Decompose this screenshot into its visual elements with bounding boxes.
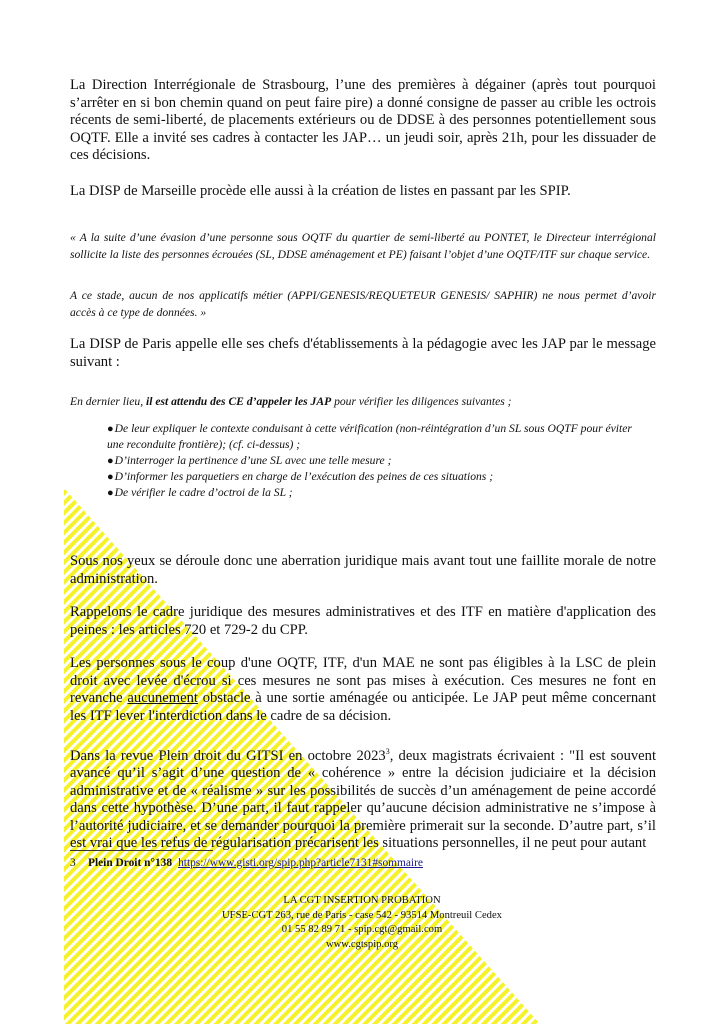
quote-paris-bold: il est attendu des CE d’appeler les JAP	[146, 395, 332, 408]
quote-paris-post: pour vérifier les diligences suivantes ;	[331, 395, 512, 408]
quote-paris-intro	[70, 394, 656, 411]
list-item: ●De leur expliquer le contexte conduisant à cette vérification (non-réintégration d’un SL sous OQTF pour éviter une reconduite frontière); (cf. ci-dessus) ;	[107, 422, 632, 451]
page-footer	[0, 894, 724, 952]
paragraph-marseille: La DISP de Marseille procède elle aussi à la création de listes en passant par les SPIP.	[70, 183, 571, 199]
bullet-dot-icon: ●	[107, 423, 114, 435]
list-item: ●De vérifier le cadre d’octroi de la SL ;	[107, 486, 293, 499]
bullet-dot-icon: ●	[107, 487, 114, 499]
footnote-link[interactable]: https://www.gisti.org/spip.php?article7131#sommaire	[178, 857, 423, 869]
quote-marseille-1: « A la suite d’une évasion d’une personne sous OQTF du quartier de semi-liberté au PONTET, le Directeur interrégional sollicite la liste des personnes écrouées (SL, DDSE aménagement et PE) faisant l’objet d’une OQTF/ITF sur chaque service.	[70, 231, 656, 261]
bullet-dot-icon: ●	[107, 471, 114, 483]
footer-address: UFSE-CGT 263, rue de Paris - case 542 - 93514 Montreuil Cedex	[222, 909, 502, 921]
footnote-title: Plein Droit n°138	[88, 857, 173, 869]
underlined-word: aucunement	[127, 690, 198, 706]
quote-paris-pre: En dernier lieu,	[70, 395, 146, 408]
footer-website: www.cgtspip.org	[325, 938, 399, 950]
bullet-dot-icon: ●	[107, 455, 114, 467]
footnote-number: 3	[70, 857, 76, 869]
footnote-divider	[70, 850, 213, 851]
paragraph-lsc: Les personnes sous le coup d'une OQTF, ITF, d'un MAE ne sont pas éligibles à la LSC de plein droit avec levée d'écrou si ces mesures ne sont pas mises à exécution. Ces mesures ne font en revanche aucunement obstacle à une sortie aménagée ou anticipée. Le JAP peut même concernant les ITF lever l'interdiction dans le cadre de sa décision.	[70, 655, 656, 724]
footnote-ref[interactable]: 3	[385, 747, 390, 756]
paragraph-cadre-juridique: Rappelons le cadre juridique des mesures administratives et des ITF en matière d'application des peines : les articles 720 et 729-2 du CPP.	[70, 604, 656, 638]
footnote	[70, 857, 423, 869]
diligences-list	[107, 421, 647, 501]
paragraph-strasbourg: La Direction Interrégionale de Strasbourg, l’une des premières à dégainer (après tout pourquoi s’arrêter en si bon chemin quand on peut faire pire) a donné consigne de passer au crible les octrois récents de semi-liberté, de placements extérieurs ou de DDSE à des personnes potentiellement sous OQTF. Elle a invité ses cadres à contacter les JAP… un jeudi soir, après 21h, pour les dissuader de ces décisions.	[70, 77, 656, 163]
footer-org-name: LA CGT INSERTION PROBATION	[283, 895, 441, 906]
footer-contact: 01 55 82 89 71 - spip.cgt@gmail.com	[281, 924, 443, 935]
paragraph-aberration: Sous nos yeux se déroule donc une aberration juridique mais avant tout une faillite morale de notre administration.	[70, 553, 656, 587]
paragraph-paris: La DISP de Paris appelle elle ses chefs d'établissements à la pédagogie avec les JAP par le message suivant :	[70, 336, 656, 370]
paragraph-plein-droit: Dans la revue Plein droit du GITSI en octobre 2023$^3$, deux magistrats écrivaient : "Il est souvent avancé qu’il s’agit d’une question de « cohérence » entre la décision judiciaire et la décision administrative et de « réalisme » sur les possibilités de succès d’un aménagement de peine accordé dans cette hypothèse. D’une part, il faut rappeler qu’aucune décision administrative ne s’impose à l’autorité judiciaire, et se demander pourquoi la première primerait sur la seconde. D’autre part, s’il est vrai que les refus de régularisation précarisent les situations personnelles, il ne peut pour autant	[70, 747, 657, 852]
quote-marseille-2: A ce stade, aucun de nos applicatifs métier (APPI/GENESIS/REQUETEUR GENESIS/ SAPHIR) ne nous permet d’avoir accès à ce type de données. »	[70, 289, 656, 319]
list-item: ●D’interroger la pertinence d’une SL avec une telle mesure ;	[107, 454, 392, 467]
list-item: ●D’informer les parquetiers en charge de l’exécution des peines de ces situations ;	[107, 470, 494, 483]
